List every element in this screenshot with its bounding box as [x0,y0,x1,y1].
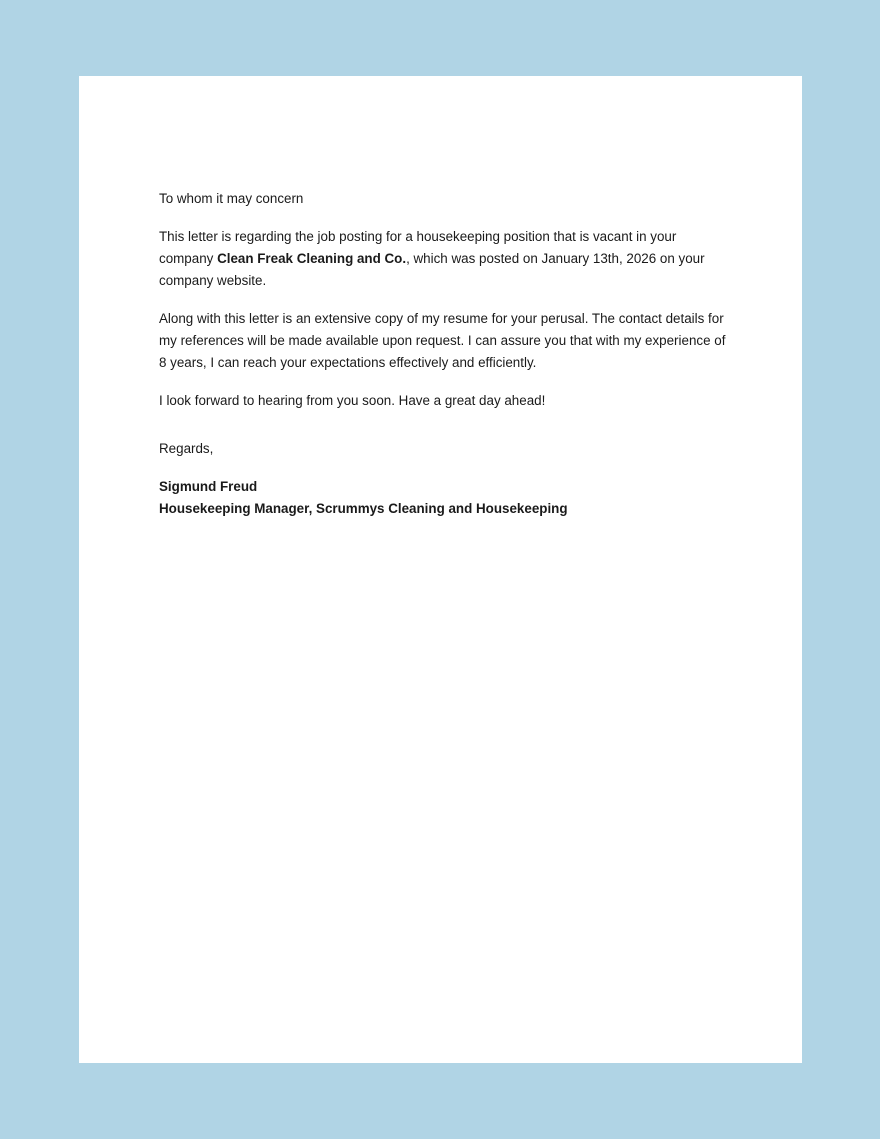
paragraph-1-text-after: , which was posted on January 13th, 2026 on your company website. [159,251,705,288]
letter-closing: Regards, [159,441,214,456]
letter-paragraph-2: Along with this letter is an extensive copy of my resume for your perusal. The contact details for my references will be made available upon request. I can assure you that with my experience of 8 years, I can reach your expectations effectively and efficiently. [159,311,726,370]
letter-page [79,76,802,1063]
letter-salutation: To whom it may concern [159,191,304,206]
signer-title: Housekeeping Manager, Scrummys Cleaning and Housekeeping [159,501,568,516]
letter-paragraph-1 [159,226,734,292]
signer-name: Sigmund Freud [159,479,258,494]
company-name: Clean Freak Cleaning and Co. [217,251,407,266]
letter-paragraph-3: I look forward to hearing from you soon. Have a great day ahead! [159,393,546,408]
paragraph-1-text-before: This letter is regarding the job posting for a housekeeping position that is vacant in your company [159,229,677,266]
letter-body [159,188,734,520]
